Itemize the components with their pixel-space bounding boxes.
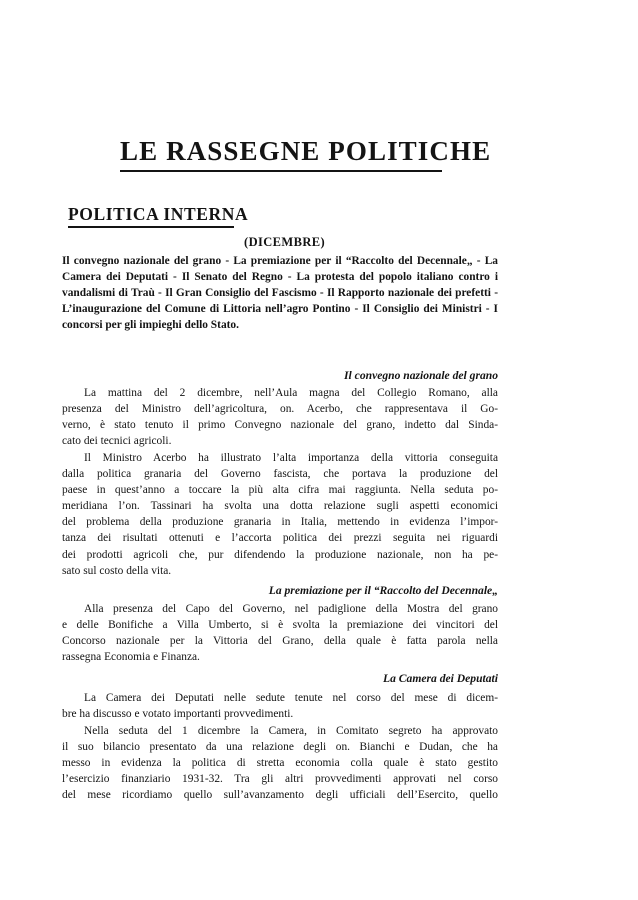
text-line: verno, è stato tenuto il primo Convegno nazionale del grano, indetto dal Sinda- xyxy=(62,419,498,432)
paragraph-camera-1 xyxy=(62,690,498,722)
text-line: Concorso nazionale per la Vittoria del Grano, della quale è fatta parola nella xyxy=(62,635,498,648)
main-title-underline xyxy=(120,170,442,172)
subhead-premiazione-decennale: La premiazione per il “Raccolto del Decennale„ xyxy=(268,584,498,597)
main-title: LE RASSEGNE POLITICHE xyxy=(120,136,492,166)
month-label: (DICEMBRE) xyxy=(244,235,326,249)
text-line: meridiana l’on. Tassinari ha svolta una dotta relazione sugli aspetti economici xyxy=(62,500,498,513)
text-line: il suo bilancio presentato da una relazione degli on. Bianchi e Dudan, che ha xyxy=(62,741,498,754)
text-line: dalla politica granaria del Governo fascista, che portava la produzione del xyxy=(62,468,498,481)
text-line: rassegna Economia e Finanza. xyxy=(62,651,200,664)
paragraph-convegno-2 xyxy=(62,450,498,579)
text-line: messo in evidenza la politica di stretta economia colla quale è stato gestito xyxy=(62,757,498,770)
text-line: l’esercizio finanziario 1931-32. Tra gli altri provvedimenti approvati nel corso xyxy=(62,773,498,786)
text-line: e delle Bonifiche a Villa Umberto, si è svolta la premiazione dei vincitori del xyxy=(62,619,498,632)
text-line: paese in quest’anno a toccare la più alta cifra mai raggiunta. Nella seduta po- xyxy=(62,484,498,497)
paragraph-premiazione xyxy=(62,601,498,665)
text-line: sato sul costo della vita. xyxy=(62,564,172,577)
text-line: tanza dei risultati ottenuti e l’accorta politica dei prezzi seguita nei riguardi xyxy=(62,532,498,545)
summary-paragraph: Il convegno nazionale del grano - La premiazione per il “Raccolto del Decennale„ - La Camera dei Deputati - Il Senato del Regno - La protesta del popolo italiano contro i vandalismi di Traù - Il Gran Consiglio del Fascismo - Il Rapporto nazionale dei prefetti - L’inaugurazione del Comune di Littoria nell’agro Pontino - Il Consiglio dei Ministri - I concorsi per gli impieghi dello Stato. xyxy=(62,255,498,332)
subhead-convegno-grano: Il convegno nazionale del grano xyxy=(344,369,498,382)
text-line: Nella seduta del 1 dicembre la Camera, in Comitato segreto ha approvato xyxy=(84,725,498,737)
section-title: POLITICA INTERNA xyxy=(68,204,249,224)
text-line: La mattina del 2 dicembre, nell’Aula magna del Collegio Romano, alla xyxy=(84,387,498,399)
paragraph-camera-2 xyxy=(62,723,498,803)
text-line: Alla presenza del Capo del Governo, nel padiglione della Mostra del grano xyxy=(84,603,498,615)
text-line: cato dei tecnici agricoli. xyxy=(62,435,172,448)
text-line: del problema della produzione granaria in Italia, mettendo in evidenza l’impor- xyxy=(62,516,498,529)
section-title-underline xyxy=(68,226,234,228)
text-line: del mese ricordiamo quello sull’avanzamento degli ufficiali dell’Esercito, quello xyxy=(62,789,498,802)
paragraph-convegno-1 xyxy=(62,385,498,449)
text-line: dei prodotti agricoli che, pur difendendo la produzione nazionale, non ha pe- xyxy=(62,548,498,561)
text-line: La Camera dei Deputati nelle sedute tenute nel corso del mese di dicem- xyxy=(84,692,498,704)
text-line: bre ha discusso e votato importanti provvedimenti. xyxy=(62,708,294,721)
subhead-camera-deputati: La Camera dei Deputati xyxy=(383,672,498,685)
text-line: Il Ministro Acerbo ha illustrato l’alta importanza della vittoria conseguita xyxy=(84,452,498,464)
text-line: presenza del Ministro dell’agricoltura, on. Acerbo, che rappresentava il Go- xyxy=(62,403,498,416)
